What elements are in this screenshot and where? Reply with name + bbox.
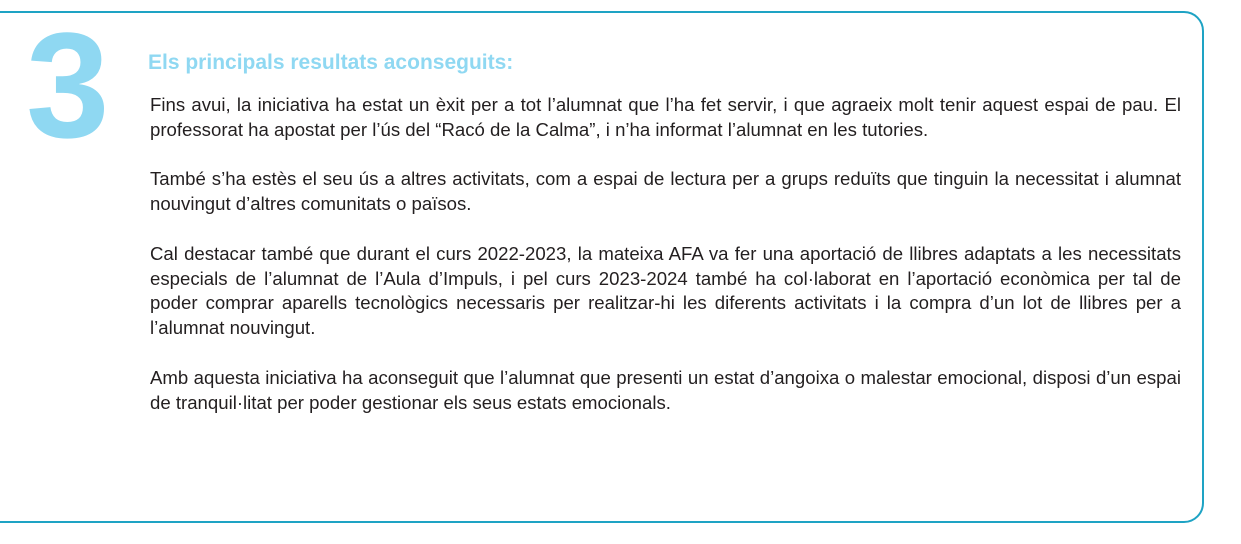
- paragraph-4: Amb aquesta iniciativa ha aconseguit que l’alumnat que presenti un estat d’angoixa o malestar emocional, disposi d’un espai de tranquil·litat per poder gestionar els seus estats emocionals.: [150, 366, 1181, 413]
- section-heading: Els principals resultats aconseguits:: [148, 51, 514, 74]
- section-body: [150, 93, 1181, 440]
- paragraph-2: També s’ha estès el seu ús a altres activitats, com a espai de lectura per a grups reduïts que tinguin la necessitat i alumnat nouvingut d’altres comunitats o països.: [150, 168, 1181, 215]
- paragraph-1: Fins avui, la iniciativa ha estat un èxit per a tot l’alumnat que l’ha fet servir, i que agraeix molt tenir aquest espai de pau. El professorat ha apostat per l’ús del “Racó de la Calma”, i n’ha informat l’alumnat en les tutories.: [150, 94, 1181, 140]
- section-number: 3: [26, 1, 108, 169]
- paragraph-3: Cal destacar també que durant el curs 2022-2023, la mateixa AFA va fer una aportació de llibres adaptats a les necessitats especials de l’alumnat de l’Aula d’Impuls, i pel curs 2023-2024 també ha col·laborat en l’aportació econòmica per tal de poder comprar aparells tecnològics necessaris per realitzar-hi les diferents activitats i la compra d’un lot de llibres per a l’alumnat nouvingut.: [150, 242, 1181, 339]
